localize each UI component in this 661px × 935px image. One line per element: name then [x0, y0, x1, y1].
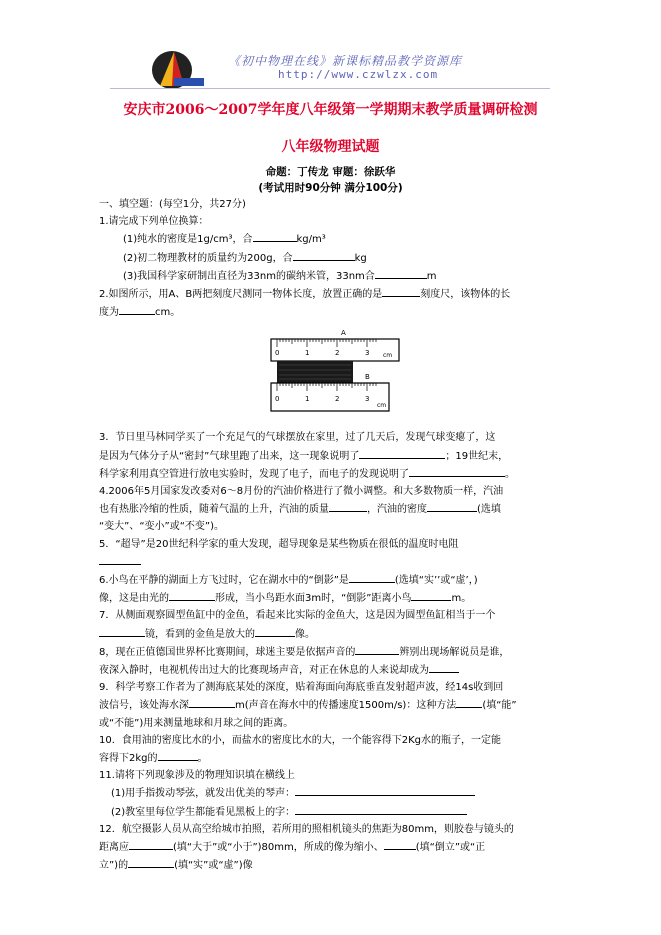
q3-line-3: 科学家利用真空管进行放电实验时，发现了电子，而电子的发现说明了 。	[99, 465, 569, 483]
answer-blank[interactable]	[128, 856, 174, 868]
q3-line-1: 3．节日里马林同学买了一个充足气的气球摆放在家里，过了几天后，发现气球变瘪了，这	[99, 432, 496, 444]
site-name: 《初中物理在线》新课标精品教学资源库	[228, 54, 463, 68]
tick-label: 3	[365, 349, 370, 358]
q5-line-2	[99, 553, 569, 571]
header-divider	[110, 88, 550, 89]
q6-line-2: 像，这是由光的 形成，当小鸟距水面3m时，“倒影”距离小鸟 m。	[99, 589, 569, 607]
answer-blank[interactable]	[189, 696, 235, 708]
answer-blank[interactable]	[349, 571, 395, 583]
q11-part-b: (2)教室里每位学生都能看见黑板上的字：	[99, 803, 569, 821]
page-subtitle: 八年级物理试题	[281, 139, 380, 155]
answer-blank[interactable]	[129, 838, 173, 850]
q8-line-1: 8，现在正值德国世界杯比赛期间，球迷主要是依据声音的 辨别出现场解说员是谁，	[99, 643, 569, 661]
measured-object	[277, 361, 353, 383]
answer-blank[interactable]	[169, 589, 215, 601]
q2-line-1: 2.如图所示，用A、B两把刻度尺测同一物体长度，放置正确的是 刻度尺，该物体的长	[99, 285, 569, 303]
answer-blank[interactable]	[375, 267, 427, 279]
q9-line-2: 波信号，该处海水深 m(声音在海水中的传播速度1500m/s)：这种方法 (填“能”	[99, 696, 569, 714]
ruler-b	[271, 383, 389, 411]
site-url[interactable]: http://www.czwlzx.com	[278, 68, 439, 81]
answer-blank[interactable]	[99, 553, 141, 565]
answer-blank[interactable]	[253, 230, 297, 242]
q12-line-3: 立”)的 (填“实”或“虚”)像	[99, 856, 569, 874]
tick-label: 1	[305, 349, 310, 358]
tick-label: 0	[275, 395, 280, 404]
q2-line-2: 度为 cm。	[99, 303, 569, 321]
answer-blank[interactable]	[384, 838, 416, 850]
q4-line-3: “变大”、“变小”或“不变”)。	[99, 521, 224, 533]
answer-blank[interactable]	[427, 500, 477, 512]
question-list	[99, 196, 569, 875]
q1-stem: 1.请完成下列单位换算：	[99, 216, 209, 228]
q3-line-2: 是因为气体分子从“密封”气球里跑了出来，这一现象说明了 ；19世纪末，	[99, 447, 569, 465]
unit-label: cm	[383, 352, 393, 360]
q11-part-a: (1)用手指拨动琴弦，就发出优美的琴声：	[99, 784, 569, 802]
answer-blank[interactable]	[295, 803, 467, 815]
q7-line-2: 镜，看到的金鱼是放大的 像。	[99, 625, 569, 643]
q4-line-1: 4.2006年5月国家发改委对6～8月份的汽油价格进行了微小调整。和大多数物质一样，汽油	[99, 486, 504, 498]
tick-label: 2	[335, 349, 340, 358]
answer-blank[interactable]	[255, 625, 295, 637]
q5-line-1: 5．“超导”是20世纪科学家的重大发现，超导现象是某些物质在很低的温度时电阻	[99, 538, 459, 550]
answer-blank[interactable]	[355, 643, 399, 655]
ruler-figure	[269, 327, 407, 419]
q10-line-1: 10．食用油的密度比水的小，而盐水的密度比水的大，一个能容得下2Kg水的瓶子，一定能	[99, 734, 501, 746]
answer-blank[interactable]	[456, 696, 482, 708]
site-logo	[150, 46, 210, 92]
answer-blank[interactable]	[429, 661, 459, 673]
author-line: 命题：丁传龙 审题：徐跃华	[265, 166, 396, 178]
page-title: 安庆市2006～2007学年度八年级第一学期期末教学质量调研检测	[123, 102, 538, 118]
q10-line-2: 容得下2kg的 。	[99, 749, 569, 767]
unit-label: cm	[377, 402, 387, 410]
q12-line-2: 距离应 (填“大于”或“小于”)80mm，所成的像为缩小、 (填“倒立”或“正	[99, 838, 569, 856]
answer-blank[interactable]	[359, 447, 445, 459]
answer-blank[interactable]	[158, 749, 198, 761]
ruler-a-label: A	[341, 329, 346, 338]
q6-line-1: 6.小鸟在平静的湖面上方飞过时，它在湖水中的“倒影”是 (选填“实’’或“虚’，)	[99, 571, 569, 589]
answer-blank[interactable]	[119, 303, 155, 315]
section-heading: 一、填空题：(每空1分，共27分)	[99, 199, 246, 210]
q12-line-1: 12．航空摄影人员从高空给城市拍照，若所用的照相机镜头的焦距为80mm，则胶卷与镜头的	[99, 823, 514, 835]
q1-part-c: (3)我国科学家研制出直径为33nm的碳纳米管，33nm合 m	[99, 267, 569, 285]
answer-blank[interactable]	[382, 285, 420, 297]
q7-line-1: 7．从侧面观察圆型鱼缸中的金鱼，看起来比实际的金鱼大，这是因为圆型鱼缸相当于一个	[99, 610, 496, 622]
answer-blank[interactable]	[295, 784, 475, 796]
q8-line-2: 夜深入静时，电视机传出过大的比赛现场声音，对正在休息的人来说却成为	[99, 661, 569, 679]
q1-part-b: (2)初二物理教材的质量约为200g，合 kg	[99, 249, 569, 267]
q11-stem: 11.请将下列现象涉及的物理知识填在横线上	[99, 770, 295, 782]
q4-line-2: 也有热胀冷缩的性质，随着气温的上升，汽油的质量 ，汽油的密度 (选填	[99, 500, 569, 518]
answer-blank[interactable]	[409, 465, 505, 477]
tick-label: 1	[305, 395, 310, 404]
answer-blank[interactable]	[99, 625, 145, 637]
answer-blank[interactable]	[329, 500, 367, 512]
answer-blank[interactable]	[293, 249, 355, 261]
tick-label: 2	[335, 395, 340, 404]
tick-label: 3	[365, 395, 370, 404]
site-banner	[150, 46, 520, 94]
q9-line-3: 或“不能”)用来测量地球和月球之间的距离。	[99, 717, 294, 729]
exam-info: (考试用时90分钟 满分100分)	[258, 182, 403, 194]
q9-line-1: 9．科学考察工作者为了测海底某处的深度，贴着海面向海底垂直发射超声波，经14s收到回	[99, 682, 504, 694]
q1-part-a: (1)纯水的密度是1g/cm³，合 kg/m³	[99, 230, 569, 248]
answer-blank[interactable]	[411, 589, 451, 601]
tick-label: 0	[275, 349, 280, 358]
ruler-b-label: B	[365, 373, 370, 382]
